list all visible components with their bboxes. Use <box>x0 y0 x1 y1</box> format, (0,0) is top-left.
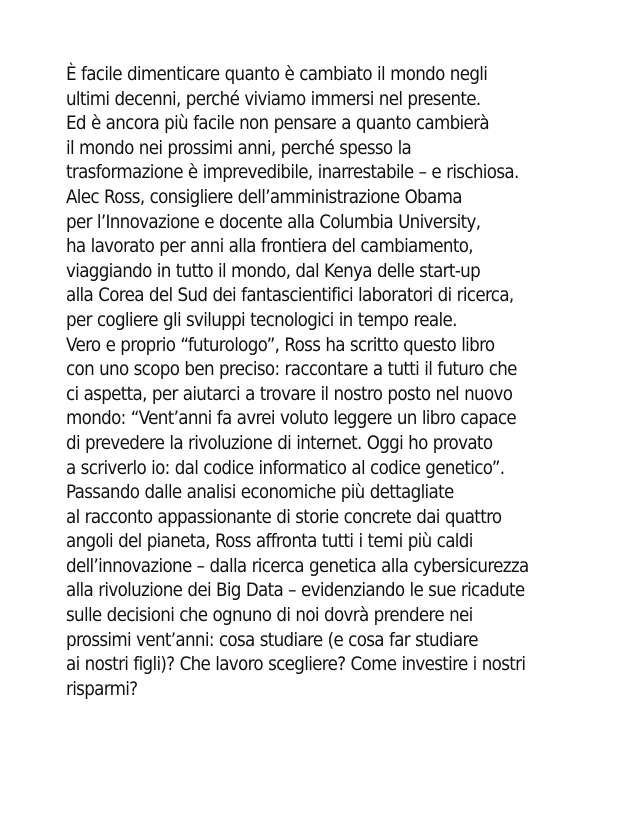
text-line: per cogliere gli sviluppi tecnologici in tempo reale. <box>66 309 457 331</box>
text-line: per l’Innovazione e docente alla Columbia University, <box>66 211 481 233</box>
text-line: Ed è ancora più facile non pensare a quanto cambierà <box>66 113 489 135</box>
text-line: risparmi? <box>66 678 138 700</box>
text-line: Alec Ross, consigliere dell’amministrazione Obama <box>66 186 462 208</box>
text-line: al racconto appassionante di storie concrete dai quattro <box>66 506 502 528</box>
text-line: ultimi decenni, perché viviamo immersi nel presente. <box>66 88 481 110</box>
text-line: sulle decisioni che ognuno di noi dovrà prendere nei <box>66 605 473 627</box>
text-line: È facile dimenticare quanto è cambiato il mondo negli <box>66 64 488 85</box>
text-line: ha lavorato per anni alla frontiera del cambiamento, <box>66 236 473 258</box>
text-line: con uno scopo ben preciso: raccontare a tutti il futuro che <box>66 359 517 381</box>
text-line: di prevedere la rivoluzione di internet. Oggi ho provato <box>66 432 493 454</box>
text-line: alla rivoluzione dei Big Data – evidenziando le sue ricadute <box>66 580 525 602</box>
text-line: Vero e proprio “futurologo”, Ross ha scritto questo libro <box>66 334 495 356</box>
text-line: trasformazione è imprevedibile, inarrestabile – e rischiosa. <box>66 162 519 184</box>
blurb-text-block <box>66 63 616 702</box>
text-line: alla Corea del Sud dei fantascientifici laboratori di ricerca, <box>66 285 514 307</box>
text-line: a scriverlo io: dal codice informatico al codice genetico”. <box>66 457 505 479</box>
text-line: ai nostri figli)? Che lavoro scegliere? Come investire i nostri <box>66 654 526 676</box>
text-line: angoli del pianeta, Ross affronta tutti i temi più caldi <box>66 531 473 553</box>
text-line: mondo: “Vent’anni fa avrei voluto leggere un libro capace <box>66 408 517 430</box>
text-line: prossimi vent’anni: cosa studiare (e cosa far studiare <box>66 629 478 651</box>
text-line: viaggiando in tutto il mondo, dal Kenya delle start-up <box>66 260 481 282</box>
text-line: Passando dalle analisi economiche più dettagliate <box>66 482 454 504</box>
text-line: dell’innovazione – dalla ricerca genetica alla cybersicurezza <box>66 555 529 577</box>
text-line: il mondo nei prossimi anni, perché spesso la <box>66 137 412 159</box>
text-line: ci aspetta, per aiutarci a trovare il nostro posto nel nuovo <box>66 383 513 405</box>
